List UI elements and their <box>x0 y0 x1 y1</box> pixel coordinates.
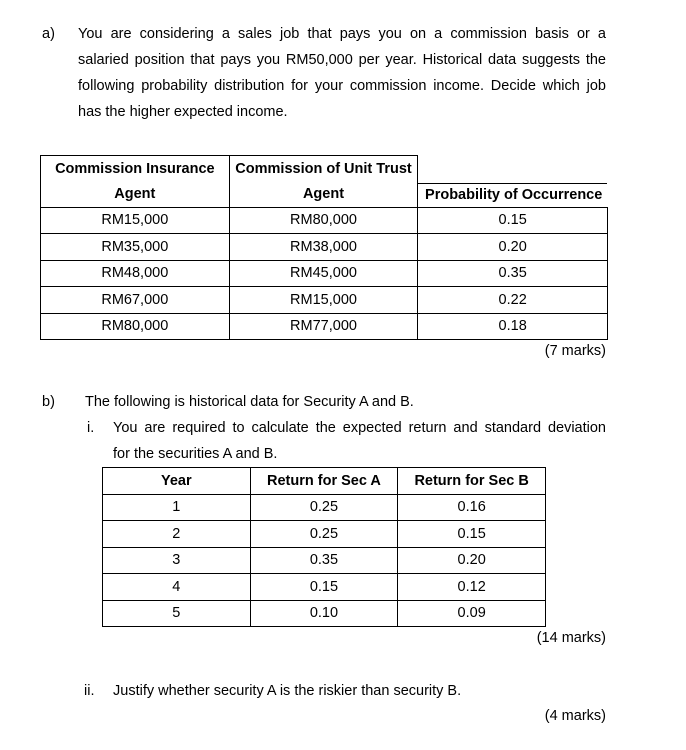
table-row <box>41 260 608 287</box>
year-cell: 2 <box>103 521 251 548</box>
insurance-income-cell: RM35,000 <box>41 234 230 261</box>
table-row <box>103 574 546 601</box>
table-row <box>41 313 608 340</box>
year-cell: 1 <box>103 494 251 521</box>
sub-question-i-line: for the securities A and B. <box>113 446 278 462</box>
table-row <box>103 494 546 521</box>
part-a-label: a) <box>42 26 55 42</box>
year-cell: 3 <box>103 547 251 574</box>
insurance-income-cell: RM80,000 <box>41 313 230 340</box>
return-sec-a-cell: 0.35 <box>250 547 398 574</box>
return-sec-b-cell: 0.12 <box>398 574 546 601</box>
part-a-line: has the higher expected income. <box>78 104 288 120</box>
return-sec-b-cell: 0.20 <box>398 547 546 574</box>
part-b-label: b) <box>42 394 55 410</box>
commission-table <box>40 155 608 340</box>
probability-cell: 0.18 <box>418 313 608 340</box>
unit-trust-income-cell: RM15,000 <box>229 287 418 314</box>
insurance-income-cell: RM48,000 <box>41 260 230 287</box>
year-cell: 5 <box>103 600 251 627</box>
header-return-sec-b: Return for Sec B <box>398 468 546 495</box>
table-row <box>41 234 608 261</box>
header-probability-text: Probability of Occurrence <box>418 183 608 208</box>
table-row <box>103 600 546 627</box>
part-b-i-marks: (14 marks) <box>536 630 606 646</box>
probability-cell: 0.35 <box>418 260 608 287</box>
part-a-line: You are considering a sales job that pays you on a commission basis or a <box>78 26 606 42</box>
table-row <box>103 547 546 574</box>
header-insurance-agent-line2: Agent <box>41 181 230 207</box>
return-sec-a-cell: 0.25 <box>250 494 398 521</box>
probability-cell: 0.15 <box>418 207 608 234</box>
return-sec-a-cell: 0.25 <box>250 521 398 548</box>
part-a-question <box>78 21 606 125</box>
probability-cell: 0.22 <box>418 287 608 314</box>
security-returns-table <box>102 467 546 627</box>
header-unit-trust-agent-line1: Commission of Unit Trust <box>229 156 418 182</box>
header-probability <box>418 156 608 208</box>
header-unit-trust-agent-line2: Agent <box>229 181 418 207</box>
unit-trust-income-cell: RM80,000 <box>229 207 418 234</box>
unit-trust-income-cell: RM38,000 <box>229 234 418 261</box>
sub-question-i-text <box>113 415 606 467</box>
unit-trust-income-cell: RM77,000 <box>229 313 418 340</box>
year-cell: 4 <box>103 574 251 601</box>
insurance-income-cell: RM67,000 <box>41 287 230 314</box>
sub-question-ii-text: Justify whether security A is the riskier than security B. <box>113 683 462 699</box>
sub-question-i-number: i. <box>87 420 95 436</box>
probability-cell: 0.20 <box>418 234 608 261</box>
insurance-income-cell: RM15,000 <box>41 207 230 234</box>
header-year: Year <box>103 468 251 495</box>
sub-question-ii-number: ii. <box>84 683 95 699</box>
header-return-sec-a: Return for Sec A <box>250 468 398 495</box>
table-row <box>41 287 608 314</box>
part-b-intro: The following is historical data for Security A and B. <box>85 394 414 410</box>
part-a-line: following probability distribution for your commission income. Decide which job <box>78 78 606 94</box>
table-row <box>41 207 608 234</box>
header-insurance-agent-line1: Commission Insurance <box>41 156 230 182</box>
return-sec-b-cell: 0.16 <box>398 494 546 521</box>
return-sec-b-cell: 0.09 <box>398 600 546 627</box>
unit-trust-income-cell: RM45,000 <box>229 260 418 287</box>
return-sec-a-cell: 0.10 <box>250 600 398 627</box>
part-a-marks: (7 marks) <box>544 343 606 359</box>
return-sec-a-cell: 0.15 <box>250 574 398 601</box>
part-a-line: salaried position that pays you RM50,000 per year. Historical data suggests the <box>78 52 606 68</box>
part-b-ii-marks: (4 marks) <box>544 708 606 724</box>
table-row <box>103 521 546 548</box>
sub-question-i-line: You are required to calculate the expected return and standard deviation <box>113 420 606 436</box>
return-sec-b-cell: 0.15 <box>398 521 546 548</box>
